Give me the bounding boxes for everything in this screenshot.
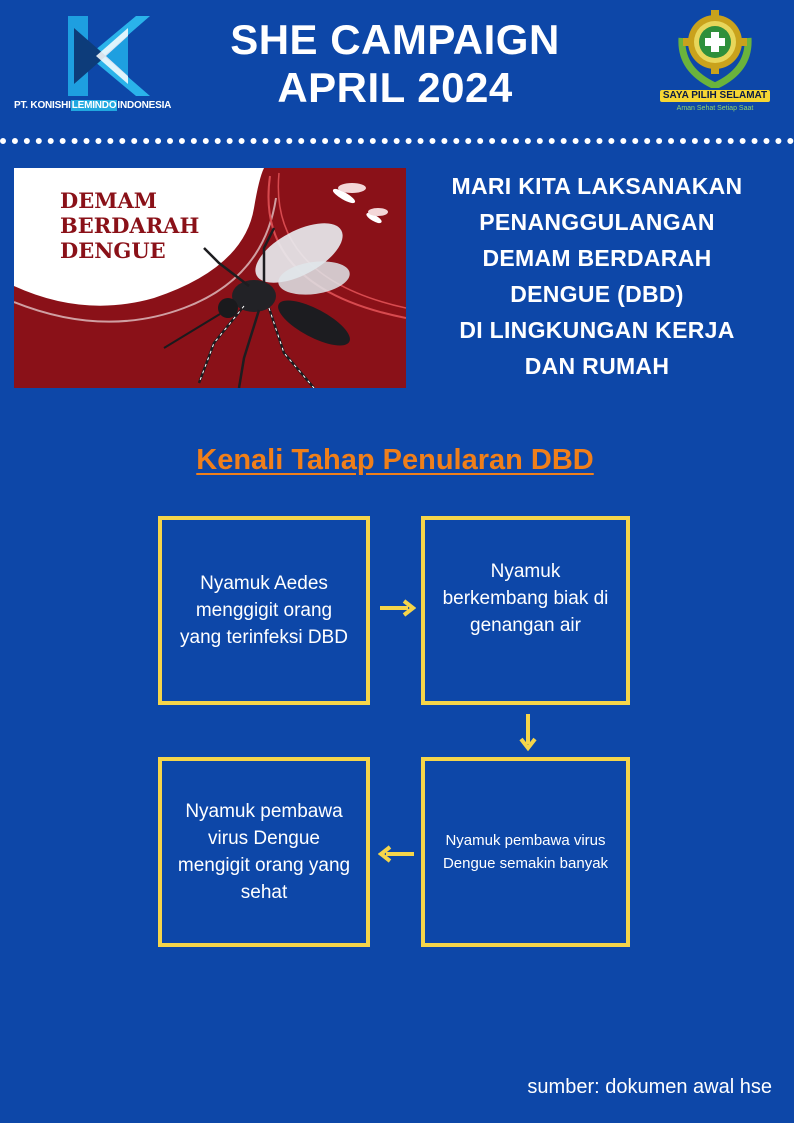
message-line: PENANGGULANGAN (479, 209, 715, 235)
konishi-k-icon (66, 14, 152, 98)
section-title: Kenali Tahap Penularan DBD (196, 444, 594, 476)
step-text-line: virus Dengue (208, 828, 320, 849)
step-text-line: yang terinfeksi DBD (180, 627, 348, 648)
safety-gear-icon (676, 8, 754, 88)
page-title (210, 16, 580, 112)
step-text-line: sehat (240, 882, 288, 903)
company-name-highlight: LEMINDO (71, 100, 117, 111)
banner-title-line: DENGUE (60, 238, 166, 263)
company-name-suffix: INDONESIA (117, 100, 172, 111)
title-line-2: APRIL 2024 (277, 64, 513, 111)
message-line: DAN RUMAH (524, 353, 670, 379)
dengue-banner-image (14, 168, 406, 388)
step-text-line: Dengue semakin banyak (442, 855, 609, 872)
flow-step-3 (421, 757, 630, 947)
banner-title-line: BERDARAH (60, 213, 200, 238)
safety-logo (660, 8, 770, 120)
dotted-divider (0, 138, 794, 144)
arrow-right-icon (378, 598, 416, 618)
flow-step-4 (158, 757, 370, 947)
step-text-line: menggigit orang (195, 600, 333, 621)
message-line: DI LINGKUNGAN KERJA (459, 317, 735, 343)
message-line: DENGUE (DBD) (510, 281, 684, 307)
step-text-line: berkembang biak di (442, 588, 609, 609)
source-note: sumber: dokumen awal hse (527, 1076, 772, 1098)
message-line: MARI KITA LAKSANAKAN (451, 173, 743, 199)
step-text-line: Nyamuk (490, 561, 561, 582)
arrow-down-icon (517, 712, 539, 752)
flow-step-1 (158, 516, 370, 705)
banner-title (60, 188, 199, 263)
campaign-message (420, 168, 774, 384)
banner-title-line: DEMAM (60, 188, 158, 213)
company-name (14, 100, 206, 111)
message-line: DEMAM BERDARAH (482, 245, 712, 271)
safety-logo-label: SAYA PILIH SELAMAT (660, 90, 770, 102)
arrow-left-icon (378, 844, 416, 864)
company-logo (14, 12, 206, 118)
step-text-line: mengigit orang yang (177, 855, 351, 876)
step-text-line: genangan air (470, 615, 581, 636)
flow-step-2 (421, 516, 630, 705)
step-text-line: Nyamuk pembawa (185, 801, 343, 822)
company-name-prefix: PT. KONISHI (14, 100, 71, 111)
title-line-1: SHE CAMPAIGN (230, 16, 560, 63)
step-text-line: Nyamuk pembawa virus (445, 832, 606, 849)
step-text-line: Nyamuk Aedes (200, 573, 328, 594)
safety-logo-tagline: Aman Sehat Setiap Saat (676, 105, 754, 112)
